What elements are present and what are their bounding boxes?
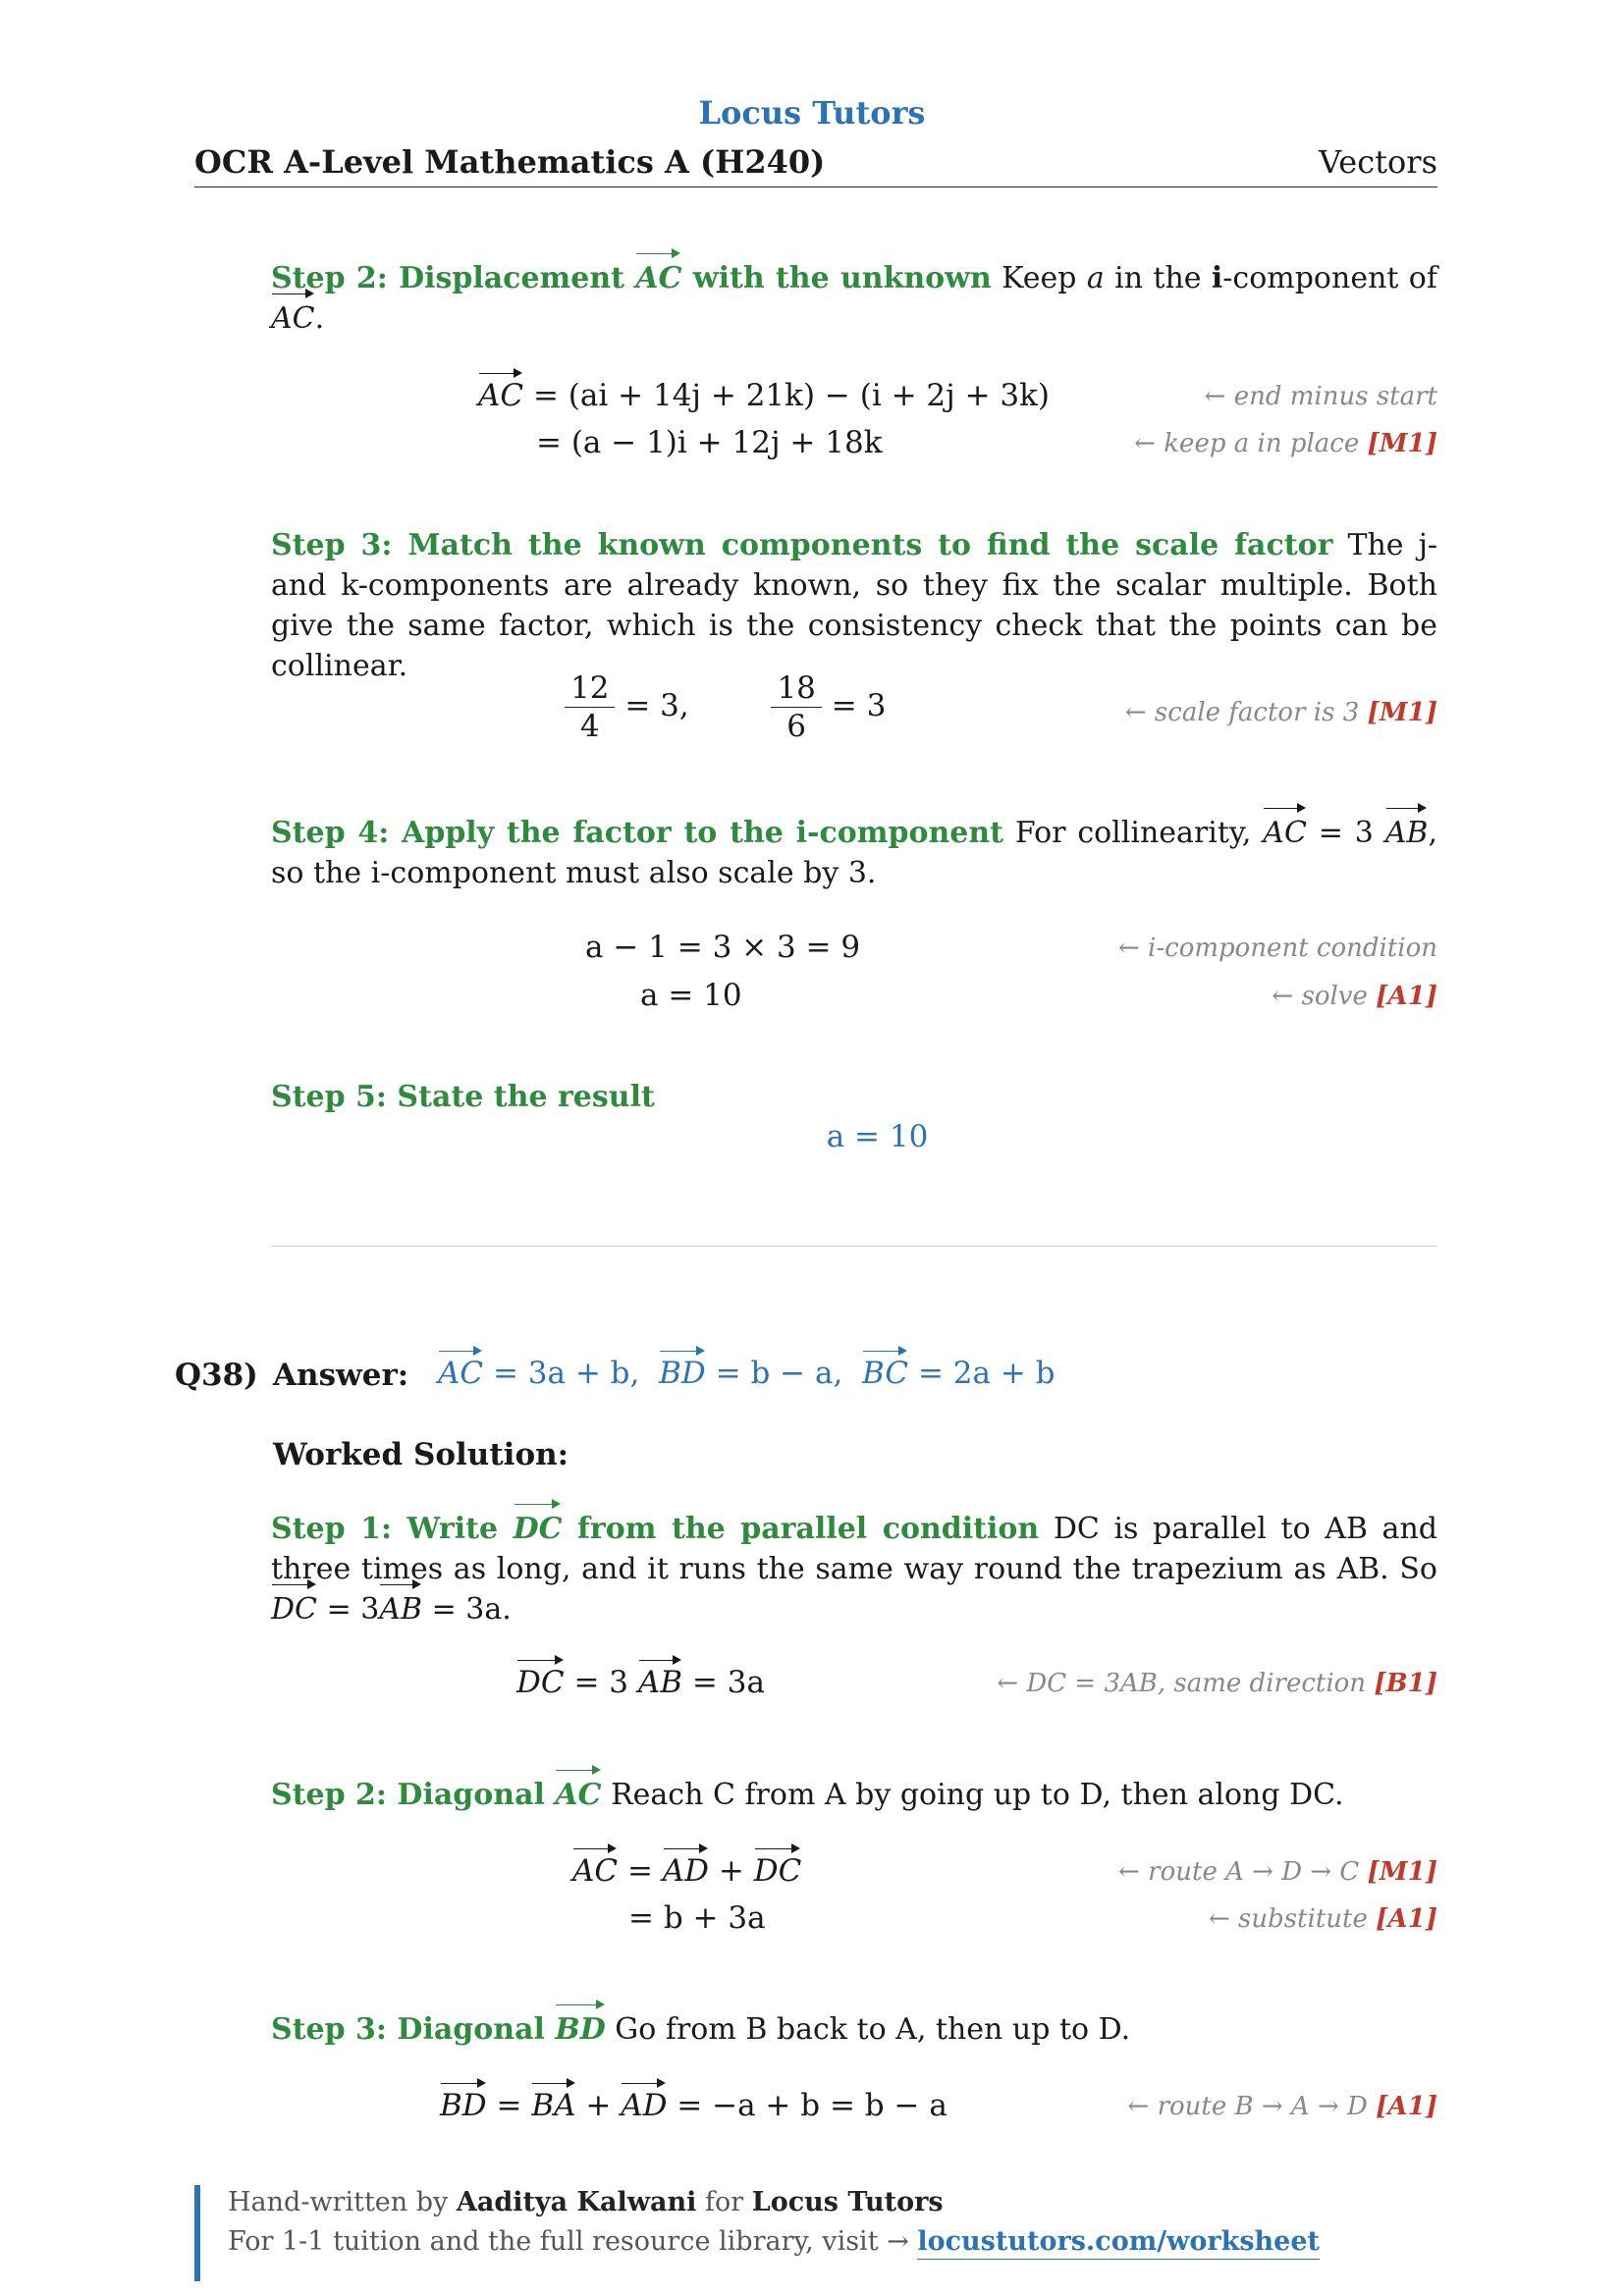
equation-line: AC = AD + DC: [572, 1853, 802, 1889]
vector-ac: AC: [271, 298, 315, 339]
footer-credit: Hand-written by Aaditya Kalwani for Locus Tutors: [228, 2187, 944, 2217]
annotation: ← substitute [A1]: [1208, 1904, 1437, 1934]
mark-badge: [A1]: [1376, 2092, 1437, 2121]
step-heading: Step 5: State the result: [271, 1080, 655, 1114]
step-heading: Step 4: Apply the factor to the i-component: [271, 816, 1004, 850]
result-value: a = 10: [826, 1119, 929, 1154]
footer-accent-bar: [194, 2185, 200, 2281]
worked-solution-heading: Worked Solution:: [273, 1437, 569, 1472]
equation-line: DC = 3 AB = 3a: [516, 1665, 765, 1700]
equation-line: = b + 3a: [628, 1900, 766, 1936]
annotation: ← scale factor is 3 [M1]: [1124, 698, 1437, 727]
answer-value: AC = 3a + b, BD = b − a, BC = 2a + b: [438, 1356, 1056, 1391]
equation-line: a = 10: [640, 978, 742, 1013]
annotation: ← i-component condition: [1118, 934, 1437, 963]
equation-line: AC = (ai + 14j + 21k) − (i + 2j + 3k): [478, 378, 1051, 413]
equation-line: = (a − 1)i + 12j + 18k: [536, 425, 883, 460]
q38-step3-paragraph: Step 3: Diagonal BD Go from B back to A, then up to D.: [271, 2009, 1437, 2050]
q37-step2-paragraph: Step 2: Displacement AC with the unknown Keep a in the i-component of AC.: [271, 258, 1437, 339]
annotation: ← DC = 3AB, same direction [B1]: [997, 1669, 1437, 1698]
mark-badge: [B1]: [1374, 1669, 1437, 1698]
step-heading: Step 2: Displacement AC with the unknown: [271, 261, 992, 295]
mark-badge: [M1]: [1367, 698, 1437, 727]
footer-visit: For 1-1 tuition and the full resource library, visit → locustutors.com/worksheet: [228, 2226, 1320, 2257]
fraction-equation: $\frac{12}{4}$ = 3, $\frac{18}{6}$ = 3: [565, 669, 886, 745]
mark-badge: [A1]: [1376, 1904, 1437, 1934]
annotation: ← end minus start: [1204, 382, 1437, 411]
step-heading: Step 3: Match the known components to find the scale factor: [271, 528, 1333, 562]
equation-line: BD = BA + AD = −a + b = b − a: [440, 2088, 947, 2123]
step-heading: Step 3: Diagonal BD: [271, 2012, 606, 2047]
step-heading: Step 1: Write DC from the parallel condition: [271, 1512, 1039, 1546]
annotation: ← solve [A1]: [1272, 982, 1437, 1011]
q37-step4-paragraph: Step 4: Apply the factor to the i-component For collinearity, AC = 3 AB, so the i-component must also scale by 3.: [271, 813, 1437, 893]
equation-line: a − 1 = 3 × 3 = 9: [585, 930, 861, 965]
answer-label: Answer:: [273, 1358, 409, 1393]
worksheet-link[interactable]: locustutors.com/worksheet: [917, 2226, 1320, 2260]
topic-title: Vectors: [1319, 143, 1437, 181]
annotation: ← route A → D → C [M1]: [1118, 1857, 1437, 1887]
q38-step2-paragraph: Step 2: Diagonal AC Reach C from A by going up to D, then along DC.: [271, 1775, 1437, 1815]
annotation: ← route B → A → D [A1]: [1127, 2092, 1437, 2121]
q38-step1-paragraph: Step 1: Write DC from the parallel condition DC is parallel to AB and three times as long, and it runs the same way round the trapezium as AB. So DC = 3AB = 3a.: [271, 1509, 1437, 1629]
q37-step5-paragraph: [271, 1077, 1437, 1117]
vector-ac: AC: [635, 258, 681, 298]
course-title: OCR A-Level Mathematics A (H240): [194, 143, 826, 181]
section-divider: [271, 1246, 1437, 1247]
brand-title: Locus Tutors: [698, 94, 926, 132]
question-label: Q38): [175, 1358, 258, 1393]
mark-badge: [M1]: [1367, 1857, 1437, 1887]
q37-step3-paragraph: Step 3: Match the known components to find the scale factor The j- and k-components are already known, so they fix the scalar multiple. Both give the same factor, which is the consistency check that the points can be collinear.: [271, 528, 1438, 683]
mark-badge: [A1]: [1376, 982, 1437, 1011]
annotation: ← keep a in place [M1]: [1134, 429, 1437, 458]
step-heading: Step 2: Diagonal AC: [271, 1778, 602, 1812]
mark-badge: [M1]: [1367, 429, 1437, 458]
